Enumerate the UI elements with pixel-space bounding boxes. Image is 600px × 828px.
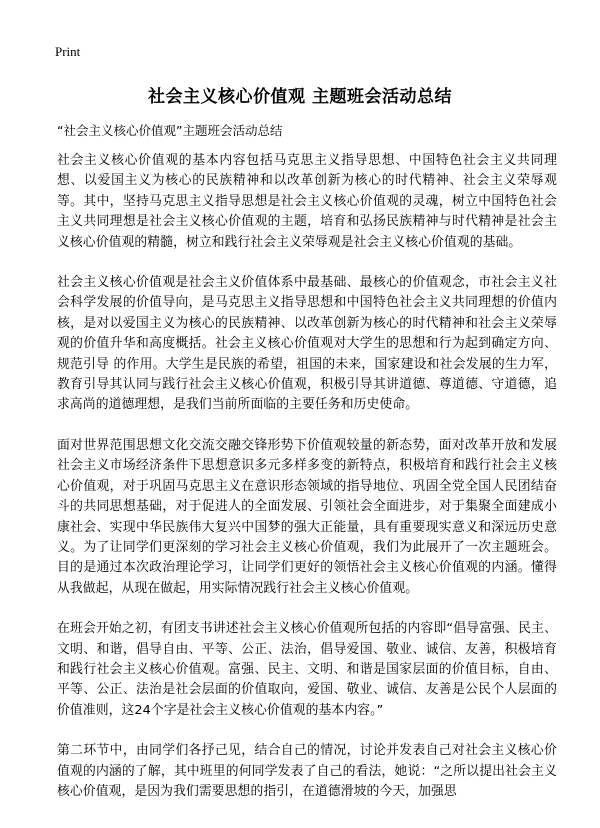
print-link[interactable]: Print — [55, 44, 81, 59]
paragraph-5: 第二环节中，由同学们各抒己见，结合自己的情况，讨论并发表自己对社会主义核心价值观的内涵的了解，其中班里的何同学发表了自己的看法，她说：“之所以提出社会主义核心价值观，是因为我们需要思想的指引，在道德滑坡的今天，加强思 — [57, 743, 557, 799]
page-title: 社会主义核心价值观 主题班会活动总结 — [148, 87, 452, 107]
paragraph-3: 面对世界范围思想文化交流交融交锋形势下价值观较量的新态势，面对改革开放和发展社会主义市场经济条件下思想意识多元多样多变的新特点，积极培育和践行社会主义核心价值观，对于巩固马克思主义在意识形态领域的指导地位、巩固全党全国人民团结奋斗的共同思想基础，对于促进人的全面发展、引领社会全面进步，对于集聚全面建成小康社会、实现中华民族伟大复兴中国梦的强大正能量，具有重要现实意义和深远历史意义。为了让同学们更深刻的学习社会主义核心价值观，我们为此展开了一次主题班会。目的是通过本次政治理论学习，让同学们更好的领悟社会主义核心价值观的内涵。懂得从我做起，从现在做起，用实际情况践行社会主义核心价值观。 — [57, 437, 557, 596]
paragraph-4: 在班会开始之初，有团支书讲述社会主义核心价值观所包括的内容即“倡导富强、民主、文明、和谐，倡导自由、平等、公正、法治，倡导爱国、敬业、诚信、友善，积极培育和践行社会主义核心价值观。富强、民主、文明、和谐是国家层面的价值目标，自由、平等、公正、法治是社会层面的价值取向，爱国、敬业、诚信、友善是公民个人层面的价值准则，这24个字是社会主义核心价值观的基本内容。” — [57, 621, 557, 718]
document-subtitle: “社会主义核心价值观”主题班会活动总结 — [57, 123, 283, 138]
document-body — [57, 151, 557, 822]
paragraph-1: 社会主义核心价值观的基本内容包括马克思主义指导思想、中国特色社会主义共同理想、以爱国主义为核心的民族精神和以改革创新为核心的时代精神、社会主义荣辱观等。其中，坚持马克思主义指导思想是社会主义核心价值观的灵魂，树立中国特色社会主义共同理想是社会主义核心价值观的主题，培育和弘扬民族精神与时代精神是社会主义核心价值观的精髓，树立和践行社会主义荣辱观是社会主义核心价值观的基础。 — [57, 153, 557, 250]
paragraph-2: 社会主义核心价值观是社会主义价值体系中最基础、最核心的价值观念，市社会主义社会科学发展的价值导向，是马克思主义指导思想和中国特色社会主义共同理想的价值内核，是对以爱国主义为核心的民族精神、以改革创新为核心的时代精神和社会主义荣辱观的价值升华和高度概括。社会主义核心价值观对大学生的思想和行为起到确定方向、规范引导 的作用。大学生是民族的希望，祖国的未来，国家建设和社会发展的生力军，教育引导其认同与践行社会主义核心价值观，积极引导其讲道德、尊道德、守道德，追求高尚的道德理想，是我们当前所面临的主要任务和历史使命。 — [57, 275, 557, 413]
